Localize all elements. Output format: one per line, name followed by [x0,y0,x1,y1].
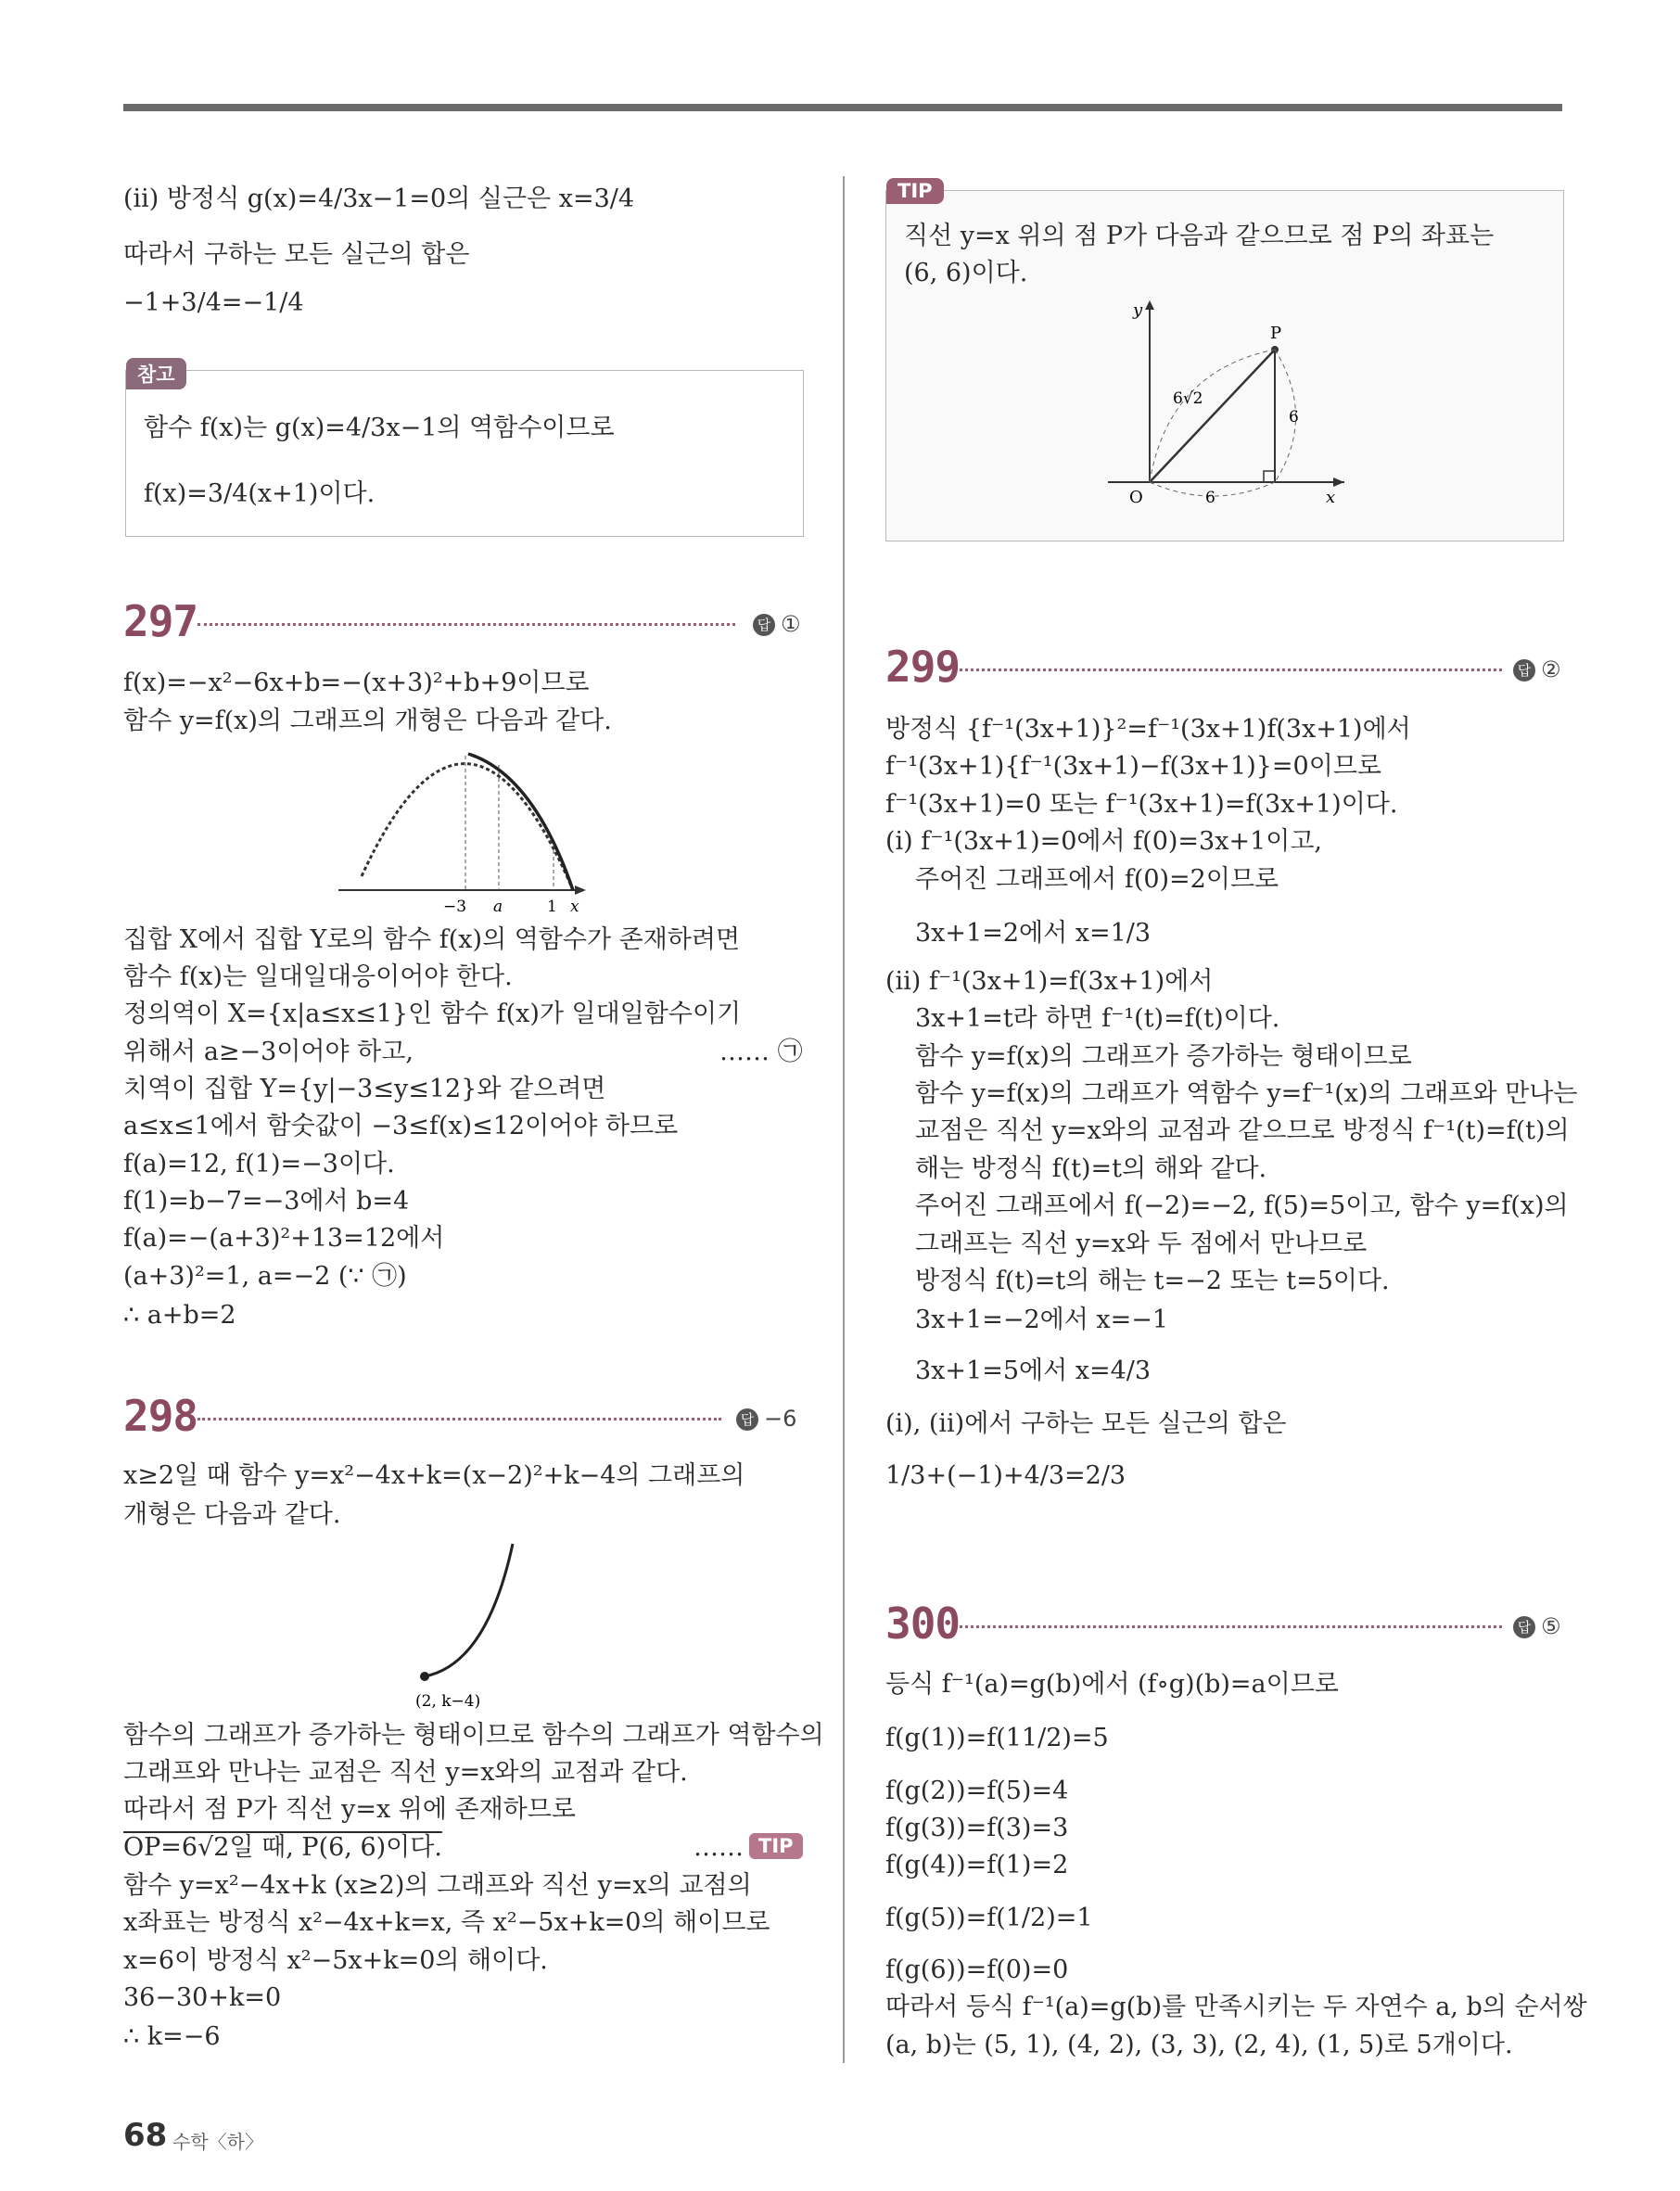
text-line: 3x+1=t라 하면 f⁻¹(t)=f(t)이다. [915,1004,1280,1033]
text-line: 방정식 f(t)=t의 해는 t=−2 또는 t=5이다. [915,1267,1390,1295]
text-line: f(g(2))=f(5)=4 [885,1777,1069,1805]
problem-number: 299 [885,642,961,692]
note-line: f(x)=3/4(x+1)이다. [144,479,375,508]
text-line: f(1)=b−7=−3에서 b=4 [123,1187,410,1216]
graph-tick-label: a [493,898,503,916]
text-line: x≥2일 때 함수 y=x²−4x+k=(x−2)²+k−4의 그래프의 [123,1461,745,1490]
text-line: (a, b)는 (5, 1), (4, 2), (3, 3), (2, 4), (1, 5)로 5개이다. [885,2031,1513,2059]
text-line: 방정식 {f⁻¹(3x+1)}²=f⁻¹(3x+1)f(3x+1)에서 [885,715,1411,744]
text-line: 3x+1=5에서 x=4/3 [915,1357,1152,1385]
text-line: (ⅰ), (ⅱ)에서 구하는 모든 실근의 합은 [885,1409,1287,1438]
text-line: 36−30+k=0 [123,1983,282,2012]
dot-rule [960,669,1502,671]
text-line: f(a)=12, f(1)=−3이다. [123,1150,395,1178]
text-line: 교점은 직선 y=x와의 교점과 같으므로 방정식 f⁻¹(t)=f(t)의 [915,1116,1570,1145]
problem-number: 298 [123,1391,198,1441]
answer-value: −6 [764,1406,797,1432]
increasing-graph [399,1530,547,1715]
text-line: f⁻¹(3x+1){f⁻¹(3x+1)−f(3x+1)}=0이므로 [885,752,1381,781]
text-line: 함수 y=x²−4x+k (x≥2)의 그래프와 직선 y=x의 교점의 [123,1871,752,1900]
graph-tick-label: 1 [547,898,557,916]
text-line: 1/3+(−1)+4/3=2/3 [885,1461,1126,1490]
text-line: f(a)=−(a+3)²+13=12에서 [123,1224,445,1253]
tip-badge: TIP [886,178,944,204]
text-line: (a+3)²=1, a=−2 (∵ ㉠) [123,1262,407,1291]
tip-ref-tag: TIP [749,1833,803,1859]
answer-label [1513,656,1561,682]
answer-label [736,1406,796,1432]
note-line: 함수 f(x)는 g(x)=4/3x−1의 역함수이므로 [144,414,615,442]
text-line: (ⅱ) f⁻¹(3x+1)=f(3x+1)에서 [885,967,1214,996]
text-line: (ⅰ) f⁻¹(3x+1)=0에서 f(0)=3x+1이고, [885,827,1322,856]
text-line: f(x)=−x²−6x+b=−(x+3)²+b+9이므로 [123,669,590,697]
tip-graph-base: 6 [1205,489,1215,507]
text-line: 3x+1=2에서 x=1/3 [915,919,1152,948]
text-line: f(g(6))=f(0)=0 [885,1955,1069,1984]
column-divider [843,176,845,2063]
text-line: 그래프는 직선 y=x와 두 점에서 만나므로 [915,1229,1368,1258]
note-badge: 참고 [126,358,186,389]
text-line: 집합 X에서 집합 Y로의 함수 f(x)의 역함수가 존재하려면 [123,925,741,954]
text-line: 함수 y=f(x)의 그래프가 역함수 y=f⁻¹(x)의 그래프와 만나는 [915,1079,1578,1108]
answer-icon: 답 [753,614,775,636]
text-line: 정의역이 X={x|a≤x≤1}인 함수 f(x)가 일대일함수이기 [123,1000,742,1028]
text-line: f(g(4))=f(1)=2 [885,1851,1069,1879]
tip-graph-x-label: x [1326,488,1336,507]
text-line: 따라서 등식 f⁻¹(a)=g(b)를 만족시키는 두 자연수 a, b의 순서쌍 [885,1993,1587,2021]
tip-line: (6, 6)이다. [904,259,1028,287]
text-line: ∴ k=−6 [123,2022,221,2051]
text-line: 따라서 점 P가 직선 y=x 위에 존재하므로 [123,1795,576,1824]
graph-tick-label: −3 [443,898,467,916]
text-line: 등식 f⁻¹(a)=g(b)에서 (f∘g)(b)=a이므로 [885,1670,1339,1699]
text-line: 함수의 그래프가 증가하는 형태이므로 함수의 그래프가 역함수의 [123,1721,824,1750]
text-line: 함수 f(x)는 일대일대응이어야 한다. [123,962,513,991]
text-line: 위해서 a≥−3이어야 하고, [123,1038,414,1066]
problem-number: 300 [885,1599,961,1649]
page-number: 68 [123,2117,168,2154]
text-line: 주어진 그래프에서 f(0)=2이므로 [915,865,1279,894]
text-line: x=6이 방정식 x²−5x+k=0의 해이다. [123,1946,548,1975]
text-line: f(g(1))=f(11/2)=5 [885,1724,1109,1752]
answer-icon: 답 [1513,1616,1535,1638]
graph-point-label: (2, k−4) [415,1692,481,1711]
text-line: a≤x≤1에서 함숫값이 −3≤f(x)≤12이어야 하므로 [123,1112,679,1140]
answer-value: ② [1541,656,1561,682]
tip-line: 직선 y=x 위의 점 P가 다음과 같으므로 점 P의 좌표는 [904,222,1495,250]
text-line: (ⅱ) 방정식 g(x)=4/3x−1=0의 실근은 x=3/4 [123,185,635,213]
tip-graph-y-label: y [1133,300,1143,320]
tip-dots: …… [694,1833,744,1862]
text-line: x좌표는 방정식 x²−4x+k=x, 즉 x²−5x+k=0의 해이므로 [123,1908,770,1937]
answer-icon: 답 [1513,659,1535,682]
answer-label [753,611,801,637]
text-line: 개형은 다음과 같다. [123,1500,341,1529]
ref-mark: …… ㉠ [719,1038,803,1066]
dot-rule [197,1418,721,1420]
graph-axis-label: x [570,898,579,916]
text-line: −1+3/4=−1/4 [123,288,304,317]
tip-graph-side: 6 [1289,408,1299,427]
text-line: f(g(3))=f(3)=3 [885,1814,1069,1842]
tip-graph [1094,297,1354,519]
text-line: 3x+1=−2에서 x=−1 [915,1306,1169,1334]
text-line: 그래프와 만나는 교점은 직선 y=x와의 교점과 같다. [123,1758,688,1787]
note-box [125,370,804,537]
problem-number: 297 [123,596,198,646]
dot-rule [960,1625,1502,1628]
text-line: f⁻¹(3x+1)=0 또는 f⁻¹(3x+1)=f(3x+1)이다. [885,790,1398,819]
tip-graph-origin: O [1129,488,1143,507]
parabola-graph [334,737,593,923]
text-line: f(g(5))=f(1/2)=1 [885,1904,1093,1932]
tip-graph-p-label: P [1270,324,1282,343]
text-line: 함수 y=f(x)의 그래프가 증가하는 형태이므로 [915,1042,1412,1071]
text-line: 함수 y=f(x)의 그래프의 개형은 다음과 같다. [123,707,612,735]
text-line: 치역이 집합 Y={y|−3≤y≤12}와 같으려면 [123,1075,606,1103]
answer-value: ① [781,611,801,637]
tip-graph-hyp: 6√2 [1173,389,1203,408]
top-rule [123,104,1562,111]
dot-rule [197,623,735,626]
answer-label [1513,1613,1561,1639]
page-label: 수학〈하〉 [172,2131,263,2153]
answer-icon: 답 [736,1408,758,1431]
answer-value: ⑤ [1541,1613,1561,1639]
text-line: 따라서 구하는 모든 실근의 합은 [123,240,470,269]
text-line: 해는 방정식 f(t)=t의 해와 같다. [915,1154,1267,1183]
text-line: 주어진 그래프에서 f(−2)=−2, f(5)=5이고, 함수 y=f(x)의 [915,1191,1569,1220]
text-line: ∴ a+b=2 [123,1301,236,1330]
text-line: OP=6√2일 때, P(6, 6)이다. [123,1833,442,1862]
